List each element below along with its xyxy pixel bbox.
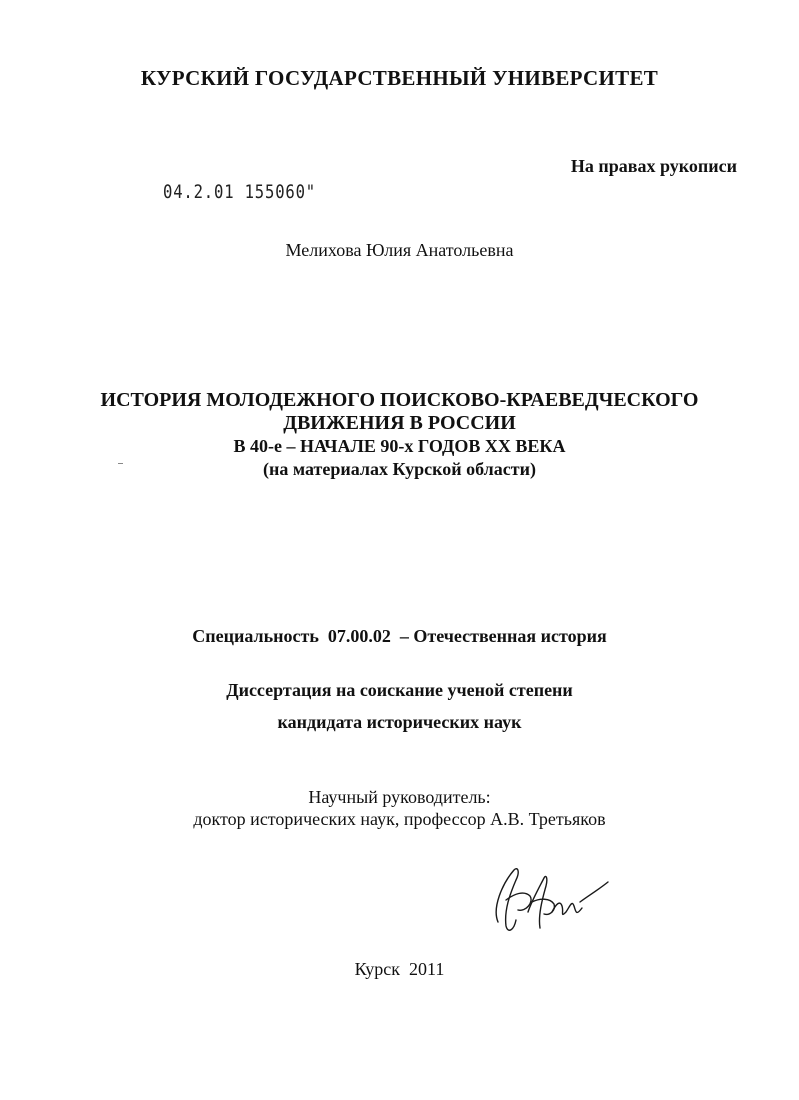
title-line: ИСТОРИЯ МОЛОДЕЖНОГО ПОИСКОВО-КРАЕВЕДЧЕСКОГО <box>100 389 699 411</box>
registration-stamp: 04.2.01 155060" <box>163 181 317 203</box>
signature-icon <box>484 860 614 940</box>
supervisor-name: доктор исторических наук, профессор А.В. Третьяков <box>193 809 606 829</box>
city-year: Курск 2011 <box>354 959 445 979</box>
specialty: Специальность 07.00.02 – Отечественная история <box>192 626 607 646</box>
degree-line: кандидата исторических наук <box>277 712 522 732</box>
rights-note: На правах рукописи <box>570 156 737 176</box>
supervisor-block <box>0 786 799 830</box>
title-subtitle: (на материалах Курской области) <box>263 459 536 479</box>
university-name: КУРСКИЙ ГОСУДАРСТВЕННЫЙ УНИВЕРСИТЕТ <box>140 66 659 90</box>
title-line: ДВИЖЕНИЯ В РОССИИ <box>283 412 516 434</box>
title-line: В 40-е – НАЧАЛЕ 90-х ГОДОВ XX ВЕКА <box>233 436 566 456</box>
author-name: Мелихова Юлия Анатольевна <box>285 240 514 260</box>
supervisor-label: Научный руководитель: <box>308 787 491 807</box>
degree-line: Диссертация на соискание ученой степени <box>226 680 573 700</box>
dissertation-title <box>0 389 799 481</box>
